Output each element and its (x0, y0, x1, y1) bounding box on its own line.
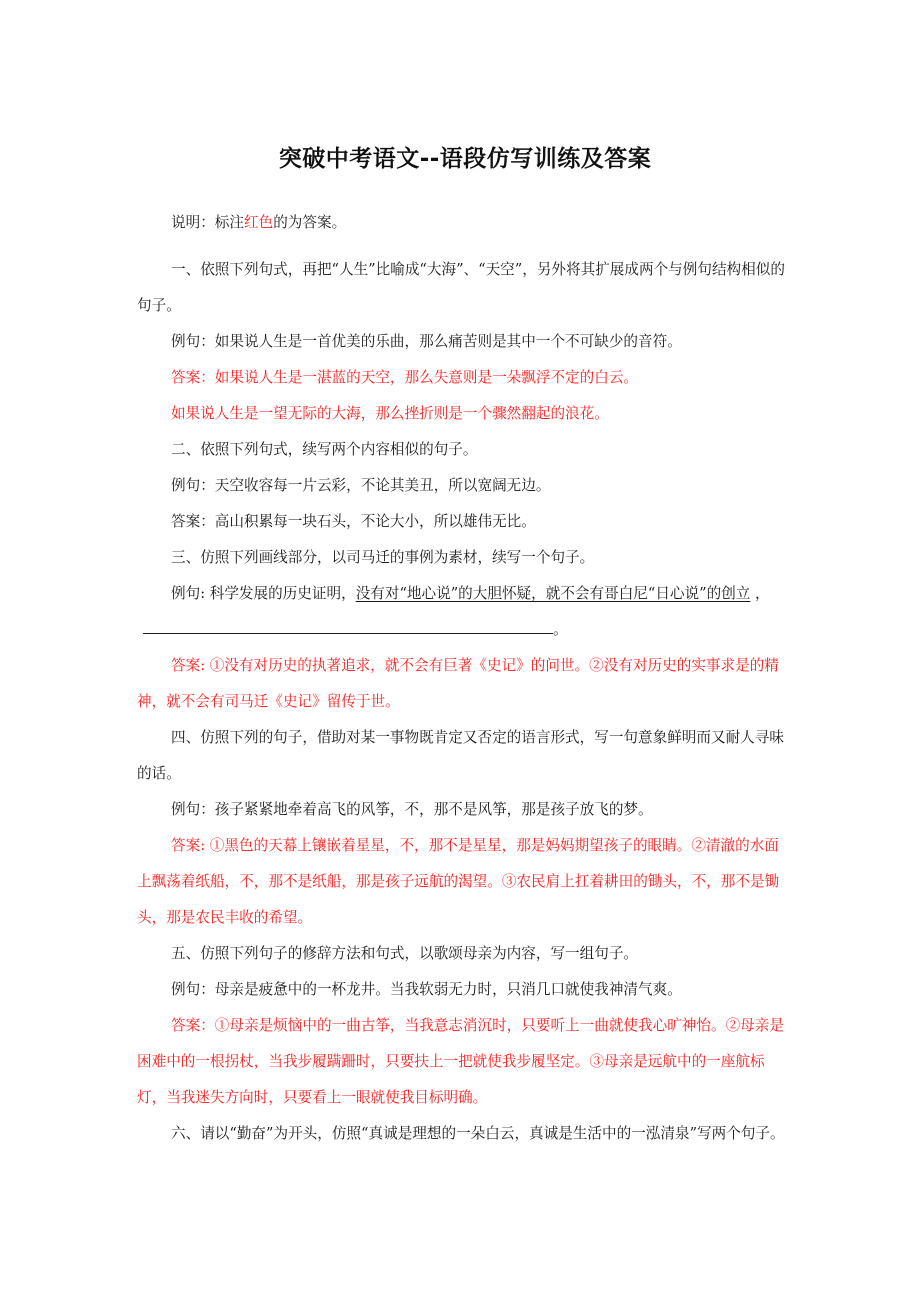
question-3-example (137, 576, 793, 648)
question-6-prompt: 六、请以“勤奋”为开头，仿照“真诚是理想的一朵白云，真诚是生活中的一泓清泉”写两个句子。 (171, 1125, 785, 1142)
instruction-note (137, 205, 793, 241)
question-1-example: 例句：如果说人生是一首优美的乐曲，那么痛苦则是其中一个不可缺少的音符。 (171, 333, 682, 350)
fill-in-blank-line[interactable] (143, 619, 553, 634)
question-5-example: 例句：母亲是疲惫中的一杯龙井。当我软弱无力时，只消几口就使我神清气爽。 (171, 981, 682, 998)
example-separator: ， (750, 585, 770, 602)
question-4-prompt: 四、仿照下列的句子，借助对某一事物既肯定又否定的语言形式，写一句意象鲜明而又耐人寻味的话。 (137, 729, 784, 782)
question-1-prompt: 一、依照下列句式，再把“人生”比喻成“大海”、“天空”，另外将其扩展成两个与例句结构相似的句子。 (137, 261, 785, 314)
example-end: 。 (553, 621, 568, 638)
question-3-answer: 答案: ①没有对历史的执著追求，就不会有巨著《史记》的问世。②没有对历史的实事求是的精神，就不会有司马迁《史记》留传于世。 (137, 657, 779, 710)
example-prefix: 例句: 科学发展的历史证明， (171, 585, 356, 602)
question-1-answer-2: 如果说人生是一望无际的大海，那么挫折则是一个骤然翻起的浪花。 (171, 405, 609, 422)
question-4-answer: 答案: ①黑色的天幕上镶嵌着星星，不，那不是星星，那是妈妈期望孩子的眼睛。②清澈的水面上飘荡着纸船，不，那不是纸船，那是孩子远航的渴望。③农民肩上扛着耕田的锄头，不，那不是锄头，那是农民丰收的希望。 (137, 837, 780, 926)
question-5-answer: 答案：①母亲是烦恼中的一曲古筝，当我意志消沉时，只要听上一曲就使我心旷神怡。②母亲是困难中的一根拐杖，当我步履蹒跚时，只要扶上一把就使我步履坚定。③母亲是远航中的一座航标灯，当我迷失方向时，只要看上一眼就使我目标明确。 (137, 1017, 784, 1106)
example-underlined-part: 没有对“地心说”的大胆怀疑，就不会有哥白尼“日心说”的创立 (355, 585, 751, 602)
note-red-word: 红色 (243, 214, 274, 231)
question-5-prompt: 五、仿照下列句子的修辞方法和句式，以歌颂母亲为内容，写一组句子。 (171, 945, 639, 962)
note-suffix: 的为答案。 (273, 214, 347, 231)
question-2-example: 例句：天空收容每一片云彩，不论其美丑，所以宽阔无边。 (171, 477, 551, 494)
note-prefix: 说明：标注 (171, 214, 244, 231)
question-4-example: 例句：孩子紧紧地牵着高飞的风筝，不，那不是风筝，那是孩子放飞的梦。 (171, 801, 653, 818)
question-3-prompt: 三、仿照下列画线部分，以司马迁的事例为素材，续写一个句子。 (171, 549, 595, 566)
question-1-answer-1: 答案：如果说人生是一湛蓝的天空，那么失意则是一朵飘浮不定的白云。 (171, 369, 639, 386)
question-2-answer: 答案：高山积累每一块石头，不论大小，所以雄伟无比。 (171, 513, 536, 530)
question-2-prompt: 二、依照下列句式，续写两个内容相似的句子。 (171, 441, 478, 458)
document-title: 突破中考语文--语段仿写训练及答案 (278, 146, 652, 172)
